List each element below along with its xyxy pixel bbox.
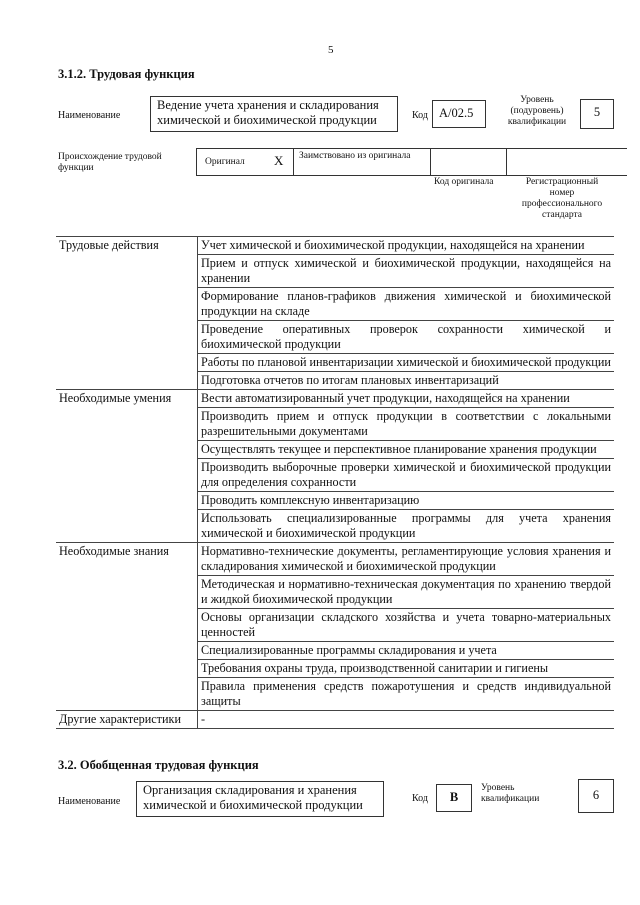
row-item: Нормативно-технические документы, регламентирующие условия хранения и складирования химической и биохимической продукции [198,543,615,576]
origin-code-label: Код оригинала [434,177,494,187]
row-item: Вести автоматизированный учет продукции, находящейся на хранении [198,390,615,408]
origin-divider-2 [430,148,431,175]
code-value-box [432,100,486,128]
level-label-32: Уровень квалификации [481,783,540,804]
labor-function-table [56,236,614,729]
origin-divider-1 [293,148,294,175]
section-title-32: 3.2. Обобщенная трудовая функция [58,758,259,772]
name-value: Ведение учета хранения и складирования химической и биохимической продукции [157,98,379,127]
level-label: Уровень (подуровень) квалификации [507,95,567,127]
row-item: Прием и отпуск химической и биохимической продукции, находящейся на хранении [198,255,615,288]
table-row [56,390,614,408]
row-item: Формирование планов-графиков движения химической и биохимической продукции на складе [198,288,615,321]
row-item: Работы по плановой инвентаризации химической и биохимической продукции [198,354,615,372]
row-item: Подготовка отчетов по итогам плановых инвентаризаций [198,372,615,390]
row-item: Требования охраны труда, производственной санитарии и гигиены [198,660,615,678]
level-value-32: 6 [592,788,600,802]
code-value-box-32 [436,784,472,812]
row-item: Правила применения средств пожаротушения и средств индивидуальной защиты [198,678,615,711]
original-mark: Х [274,153,284,168]
level-value-box [580,99,614,129]
table-row [56,237,614,255]
table-row [56,543,614,576]
row-category: Необходимые знания [56,543,198,711]
row-category: Трудовые действия [56,237,198,390]
reg-number-label: Регистрационный номер профессионального стандарта [521,177,603,220]
row-item: Специализированные программы складирования и учета [198,642,615,660]
section-title-312: 3.1.2. Трудовая функция [58,67,195,81]
row-item: Производить прием и отпуск продукции в соответствии с локальными разрешительными документами [198,408,615,441]
row-item: Использовать специализированные программы для учета хранения химической и биохимической продукции [198,510,615,543]
code-value-32: В [449,790,459,804]
borrowed-label: Заимствовано из оригинала [299,151,411,161]
row-item: Учет химической и биохимической продукции, находящейся на хранении [198,237,615,255]
row-item: Основы организации складского хозяйства и учета товарно-материальных ценностей [198,609,615,642]
name-label: Наименование [58,110,121,121]
name-value-box-32 [136,781,384,817]
origin-label: Происхождение трудовой функции [58,152,162,173]
row-item: Проведение оперативных проверок сохранности химической и биохимической продукции [198,321,615,354]
row-item: Производить выборочные проверки химической и биохимической продукции для определения сохранности [198,459,615,492]
code-value: А/02.5 [439,106,474,120]
original-label: Оригинал [205,157,245,167]
code-label-32: Код [412,793,428,804]
row-item: Методическая и нормативно-техническая документация по хранению твердой и жидкой биохимической продукции [198,576,615,609]
row-category: Другие характеристики [56,711,198,729]
name-label-32: Наименование [58,796,121,807]
origin-divider-3 [506,148,507,175]
name-value-32: Организация складирования и хранения химической и биохимической продукции [143,783,363,812]
page-number: 5 [328,44,334,56]
row-category: Необходимые умения [56,390,198,543]
row-item: Осуществлять текущее и перспективное планирование хранения продукции [198,441,615,459]
row-item: - [198,711,615,729]
row-item: Проводить комплексную инвентаризацию [198,492,615,510]
table-row [56,711,614,729]
level-value-box-32 [578,779,614,813]
level-value: 5 [593,105,601,119]
name-value-box [150,96,398,132]
code-label: Код [412,110,428,121]
